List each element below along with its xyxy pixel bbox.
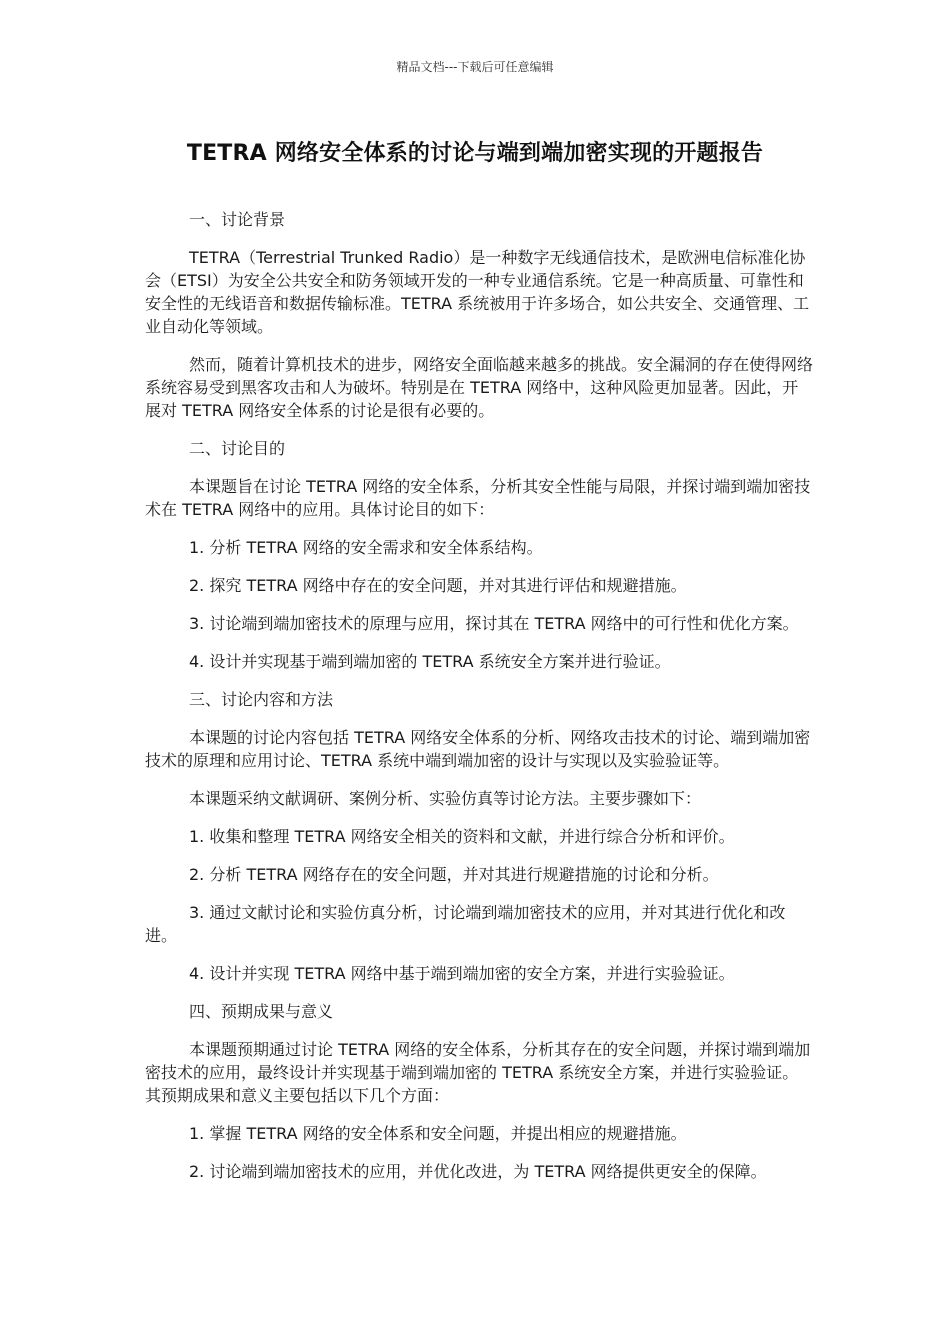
header-note: 精品文档---下载后可任意编辑 [396, 60, 554, 74]
list-item-step-2: 2. 分析 TETRA 网络存在的安全问题，并对其进行规避措施的讨论和分析。 [189, 865, 719, 884]
list-item-purpose-2: 2. 探究 TETRA 网络中存在的安全问题，并对其进行评估和规避措施。 [189, 576, 687, 595]
paragraph-tetra-intro: TETRA（Terrestrial Trunked Radio）是一种数字无线通信技术，是欧洲电信标准化协会（ETSI）为安全公共安全和防务领域开发的一种专业通信系统。它是一种高质量、可靠性和安全性的无线语音和数据传输标准。TETRA 系统被用于许多场合，如公共安全、交通管理、工业自动化等领域。 [145, 248, 810, 336]
list-item-purpose-1: 1. 分析 TETRA 网络的安全需求和安全体系结构。 [189, 538, 543, 557]
section-heading-purpose: 二、讨论目的 [189, 439, 286, 458]
list-item-outcome-2: 2. 讨论端到端加密技术的应用，并优化改进，为 TETRA 网络提供更安全的保障。 [189, 1162, 767, 1181]
section-heading-background: 一、讨论背景 [189, 210, 286, 229]
list-item-purpose-4: 4. 设计并实现基于端到端加密的 TETRA 系统安全方案并进行验证。 [189, 652, 671, 671]
section-heading-outcomes: 四、预期成果与意义 [189, 1002, 334, 1021]
list-item-step-4: 4. 设计并实现 TETRA 网络中基于端到端加密的安全方案，并进行实验验证。 [189, 964, 735, 983]
list-item-step-1: 1. 收集和整理 TETRA 网络安全相关的资料和文献，并进行综合分析和评价。 [189, 827, 735, 846]
document-title: TETRA 网络安全体系的讨论与端到端加密实现的开题报告 [186, 141, 764, 166]
list-item-outcome-1: 1. 掌握 TETRA 网络的安全体系和安全问题，并提出相应的规避措施。 [189, 1124, 687, 1143]
section-heading-content-methods: 三、讨论内容和方法 [189, 690, 334, 709]
document-body [145, 208, 813, 1198]
paragraph-outcomes-intro: 本课题预期通过讨论 TETRA 网络的安全体系，分析其存在的安全问题，并探讨端到端加密技术的应用，最终设计并实现基于端到端加密的 TETRA 系统安全方案，并进行实验验证。其预期成果和意义主要包括以下几个方面： [145, 1040, 811, 1105]
paragraph-purpose-intro: 本课题旨在讨论 TETRA 网络的安全体系，分析其安全性能与局限，并探讨端到端加密技术在 TETRA 网络中的应用。具体讨论目的如下： [145, 477, 811, 519]
paragraph-security-challenges: 然而，随着计算机技术的进步，网络安全面临越来越多的挑战。安全漏洞的存在使得网络系统容易受到黑客攻击和人为破坏。特别是在 TETRA 网络中，这种风险更加显著。因此，开展对 TETRA 网络安全体系的讨论是很有必要的。 [145, 355, 814, 420]
list-item-step-3: 3. 通过文献讨论和实验仿真分析，讨论端到端加密技术的应用，并对其进行优化和改进。 [145, 903, 786, 945]
paragraph-content-scope: 本课题的讨论内容包括 TETRA 网络安全体系的分析、网络攻击技术的讨论、端到端加密技术的原理和应用讨论、TETRA 系统中端到端加密的设计与实现以及实验验证等。 [145, 728, 811, 770]
paragraph-methods-intro: 本课题采纳文献调研、案例分析、实验仿真等讨论方法。主要步骤如下： [189, 789, 702, 808]
list-item-purpose-3: 3. 讨论端到端加密技术的原理与应用，探讨其在 TETRA 网络中的可行性和优化方案。 [189, 614, 799, 633]
